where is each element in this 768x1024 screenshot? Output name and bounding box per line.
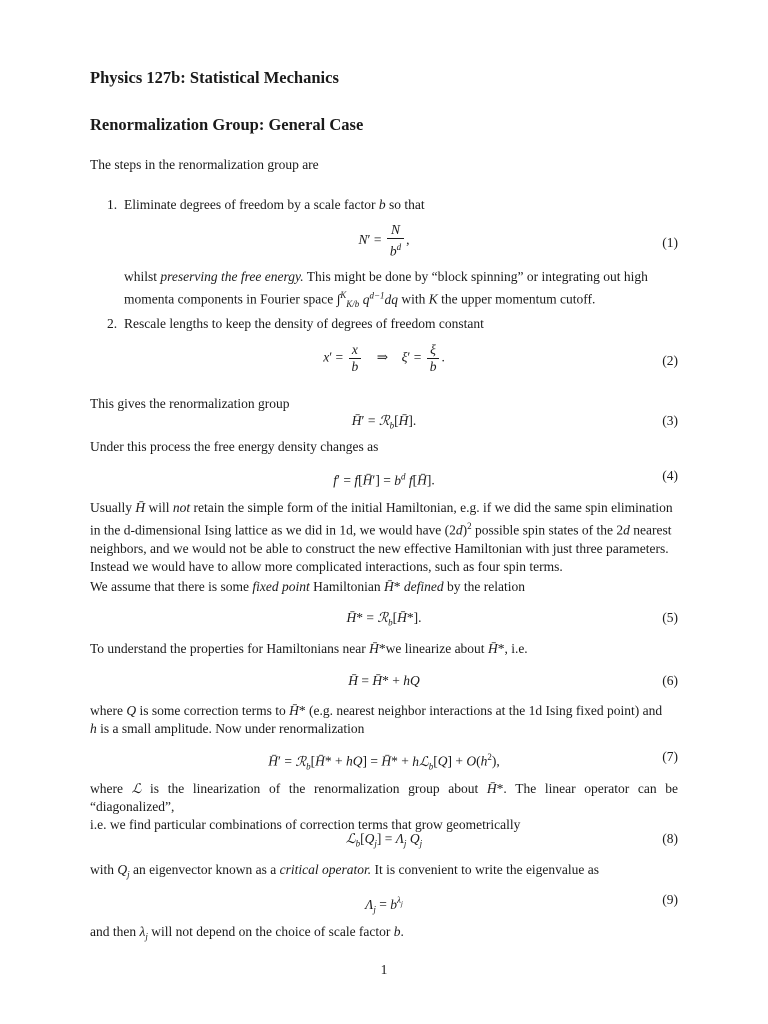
paragraph-and-then: and then $\lambda_j$ will not depend on the choice of scale factor b. [90, 924, 404, 942]
equation-body: H̄ = H̄* + hQ [348, 673, 420, 688]
equation-body: N′ = $\frac{N}{b^d}$ , [358, 222, 410, 259]
equation-6 [90, 672, 678, 692]
page-number: 1 [380, 962, 388, 977]
paragraph-where-q: where Q is some correction terms to H̄* (e.g. nearest neighbor interactions at the 1d Ising fixed point) and h is a small amplitude. Now under renormalization [90, 703, 663, 736]
equation-4 [90, 467, 678, 487]
equation-number: (2) [662, 353, 678, 368]
equation-number: (1) [662, 235, 678, 250]
paragraph-usually: Usually H̄ will not retain the simple form of the initial Hamiltonian, e.g. if we did the same spin elimination in the d-dimensional Ising lattice as we did in 1d, we would have $(2d)^2$ possible spin states of the 2d nearest neighbors, and we would not be able to construct the new effective Hamiltonian with just three parameters. Instead we would have to allow more complicated interactions, such as four spin terms. [90, 500, 673, 574]
equation-9 [90, 891, 678, 915]
list-text: Rescale lengths to keep the density of degrees of freedom constant [124, 316, 484, 331]
equation-number: (4) [662, 468, 678, 483]
equation-number: (7) [662, 749, 678, 764]
paragraph-understand: To understand the properties for Hamiltonians near H̄*we linearize about H̄*, i.e. [90, 641, 528, 656]
paragraph-where-l: where ℒ is the linearization of the renormalization group about H̄*. The linear operator can be “diagonalized”, i.e. we find particular combinations of correction terms that grow geometrically [90, 781, 678, 832]
equation-number: (3) [662, 413, 678, 428]
equation-8 [90, 830, 678, 850]
equation-number: (6) [662, 673, 678, 688]
text-free-energy: Under this process the free energy density changes as [90, 439, 379, 454]
equation-2 [90, 342, 678, 382]
course-title: Physics 127b: Statistical Mechanics [90, 68, 339, 87]
step1-followup: whilst preserving the free energy. This might be done by “block spinning” or integrating out high momenta components in Fourier space ∫$^K_{K/b}$ $q^{d-1}dq$ with K the upper momentum cutoff. [124, 269, 648, 310]
equation-3 [90, 412, 678, 432]
equation-body: H̄′ = ℛ$_b$[H̄]. [351, 413, 417, 431]
equation-5 [90, 609, 678, 629]
equation-number: (8) [662, 831, 678, 846]
equation-body: f′ = f[H̄′] = $b^d$ f[H̄]. [333, 471, 435, 488]
equation-number: (9) [662, 892, 678, 907]
paragraph-assume: We assume that there is some fixed point Hamiltonian H̄* defined by the relation [90, 579, 525, 594]
list-text: Eliminate degrees of freedom by a scale factor b so that [124, 197, 425, 212]
list-number: 2. [107, 316, 118, 331]
section-title: Renormalization Group: General Case [90, 115, 364, 134]
equation-body: $\Lambda_j = b^{\lambda_j}$ [365, 895, 403, 915]
equation-7 [90, 748, 678, 772]
equation-body: H̄′ = ℛ$_b$[H̄* + hQ] = H̄* + hℒ$_b$[Q] + $O(h^2)$, [268, 752, 500, 772]
equation-body: H̄* = ℛ$_b$[H̄*]. [346, 610, 422, 628]
equation-number: (5) [662, 610, 678, 625]
intro-text: The steps in the renormalization group are [90, 157, 319, 172]
text-gives-rg: This gives the renormalization group [90, 396, 290, 411]
equation-body: $ℒ_b[Q_j] = \Lambda_j$ $Q_j$ [345, 831, 423, 849]
paragraph-with-q: with $Q_j$ an eigenvector known as a critical operator. It is convenient to write the eigenvalue as [90, 862, 600, 880]
equation-1 [90, 222, 678, 262]
equation-body: x′ = $\frac{x}{b}$ ⇒ ξ′ = $\frac{\xi}{b}$ . [323, 342, 445, 374]
list-number: 1. [107, 197, 118, 212]
document-page [90, 0, 678, 1024]
